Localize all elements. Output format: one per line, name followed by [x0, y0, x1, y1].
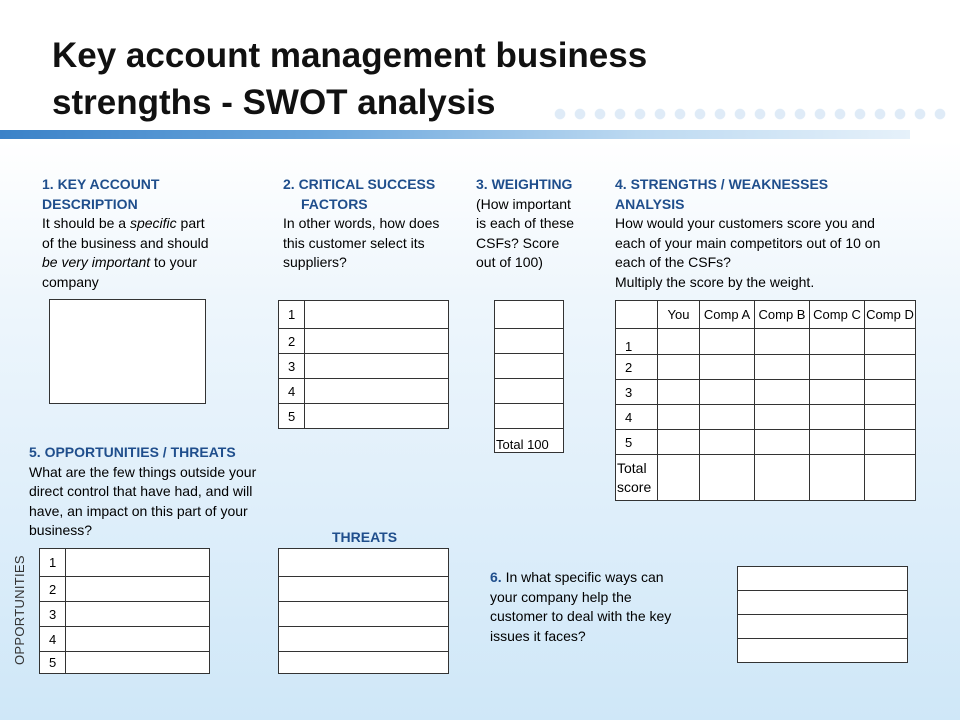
total-cell[interactable]	[658, 455, 700, 501]
table-row	[616, 455, 916, 501]
row-number: 5	[279, 404, 305, 429]
section-1-text-line-3	[42, 253, 272, 273]
threats-table	[278, 548, 449, 674]
section-6-text-line-1	[490, 568, 720, 588]
section-4-text-line-1: How would your customers score you and	[615, 215, 875, 231]
section-5-text-line-4: business?	[29, 522, 93, 538]
table-row	[495, 329, 564, 354]
table-row	[279, 627, 449, 652]
section-3-text-line-2: is each of these	[476, 215, 575, 231]
score-cell[interactable]	[658, 405, 700, 430]
section-1-heading-line-2: DESCRIPTION	[42, 195, 138, 212]
section-1-text-a: It should be a	[42, 215, 130, 231]
total-cell[interactable]	[865, 455, 916, 501]
help-cell[interactable]	[738, 591, 908, 615]
opportunity-cell[interactable]	[66, 627, 210, 652]
row-number: 3	[616, 380, 658, 405]
section-1-text-line-2: of the business and should	[42, 234, 209, 251]
score-cell[interactable]	[755, 430, 810, 455]
section-3-text-line-1: (How important	[476, 195, 571, 212]
score-cell[interactable]	[810, 380, 865, 405]
weight-cell[interactable]	[495, 354, 564, 379]
table-row	[738, 639, 908, 663]
score-cell[interactable]	[865, 430, 916, 455]
weighting-table	[494, 300, 564, 453]
threat-cell[interactable]	[279, 549, 449, 577]
section-1-text-c: to your	[150, 254, 197, 270]
opportunity-cell[interactable]	[66, 652, 210, 674]
table-row	[279, 549, 449, 577]
title-underline-bar	[0, 130, 910, 139]
column-header-comp-b: Comp B	[755, 301, 810, 329]
csf-table	[278, 300, 449, 429]
csf-cell[interactable]	[305, 404, 449, 429]
table-row	[40, 577, 210, 602]
section-help-customer	[490, 568, 720, 646]
total-score-label-line-2: score	[617, 478, 652, 495]
section-5-heading: 5. OPPORTUNITIES / THREATS	[29, 444, 236, 460]
section-key-account-description	[42, 175, 272, 292]
table-row	[616, 430, 916, 455]
score-cell[interactable]	[810, 329, 865, 355]
table-row	[738, 591, 908, 615]
row-number: 5	[40, 652, 66, 674]
section-critical-success-factors	[283, 175, 473, 273]
table-row	[495, 301, 564, 329]
row-number: 1	[616, 329, 658, 355]
column-header-comp-a: Comp A	[700, 301, 755, 329]
threat-cell[interactable]	[279, 627, 449, 652]
help-cell[interactable]	[738, 567, 908, 591]
section-4-heading-line-2: ANALYSIS	[615, 195, 685, 212]
section-5-text-line-3: have, an impact on this part of your	[29, 502, 248, 519]
score-cell[interactable]	[700, 380, 755, 405]
total-cell[interactable]	[755, 455, 810, 501]
threat-cell[interactable]	[279, 602, 449, 627]
score-cell[interactable]	[658, 430, 700, 455]
section-6-text-line-2: your company help the	[490, 588, 632, 605]
table-row	[279, 329, 449, 354]
section-6-text-line-3: customer to deal with the key	[490, 608, 672, 624]
score-cell[interactable]	[810, 405, 865, 430]
table-row	[616, 329, 916, 355]
total-score-label	[616, 455, 658, 501]
help-cell[interactable]	[738, 639, 908, 663]
section-1-text-line-4: company	[42, 273, 99, 290]
section-6-text-a: In what specific ways can	[501, 569, 664, 585]
score-cell[interactable]	[700, 430, 755, 455]
section-6-number: 6.	[490, 569, 502, 585]
table-row	[279, 301, 449, 329]
threat-cell[interactable]	[279, 652, 449, 674]
section-2-heading-line-2: FACTORS	[301, 195, 368, 212]
row-number: 4	[40, 627, 66, 652]
table-row	[279, 577, 449, 602]
table-row	[40, 602, 210, 627]
section-3-heading: 3. WEIGHTING	[476, 176, 573, 192]
opportunity-cell[interactable]	[66, 549, 210, 577]
corner-cell	[616, 301, 658, 329]
table-row	[616, 380, 916, 405]
score-cell[interactable]	[810, 430, 865, 455]
score-cell[interactable]	[755, 405, 810, 430]
row-number: 3	[40, 602, 66, 627]
section-5-text-line-1: What are the few things outside your	[29, 463, 257, 480]
table-row	[495, 354, 564, 379]
title-line-1: Key account management business	[52, 36, 648, 75]
opportunities-table	[39, 548, 210, 674]
table-row	[279, 379, 449, 404]
weighting-total: Total 100	[495, 429, 564, 453]
row-number: 2	[40, 577, 66, 602]
score-cell[interactable]	[755, 355, 810, 380]
score-cell[interactable]	[865, 355, 916, 380]
opportunity-cell[interactable]	[66, 577, 210, 602]
column-header-you: You	[658, 301, 700, 329]
opportunity-cell[interactable]	[66, 602, 210, 627]
score-cell[interactable]	[700, 329, 755, 355]
row-number: 3	[279, 354, 305, 379]
score-cell[interactable]	[658, 355, 700, 380]
section-2-text-line-2: this customer select its	[283, 234, 425, 251]
table-row	[279, 404, 449, 429]
table-row	[616, 405, 916, 430]
section-2-heading-line-1: 2. CRITICAL SUCCESS	[283, 176, 436, 192]
section-2-text-line-3: suppliers?	[283, 254, 347, 270]
weight-cell[interactable]	[495, 379, 564, 404]
table-row	[738, 567, 908, 591]
score-cell[interactable]	[700, 405, 755, 430]
title-dot-pattern	[550, 104, 950, 124]
weight-cell[interactable]	[495, 404, 564, 429]
total-cell[interactable]	[810, 455, 865, 501]
table-row	[279, 602, 449, 627]
table-row	[495, 429, 564, 453]
score-cell[interactable]	[658, 380, 700, 405]
opportunities-label: OPPORTUNITIES	[12, 555, 27, 665]
table-row	[279, 652, 449, 674]
row-number: 2	[279, 329, 305, 354]
threats-heading: THREATS	[332, 529, 398, 545]
section-3-text-line-4: out of 100)	[476, 254, 543, 270]
section-1-text-specific: specific	[129, 215, 177, 231]
row-number: 2	[616, 355, 658, 380]
table-row	[40, 627, 210, 652]
key-account-description-box[interactable]	[49, 299, 206, 404]
score-cell[interactable]	[810, 355, 865, 380]
table-row	[738, 615, 908, 639]
table-row	[495, 404, 564, 429]
score-cell[interactable]	[658, 329, 700, 355]
section-4-text-line-4: Multiply the score by the weight.	[615, 273, 815, 290]
section-4-text-line-2: each of your main competitors out of 10 on	[615, 234, 881, 251]
help-customer-table	[737, 566, 908, 663]
total-score-label-line-1: Total	[617, 459, 647, 476]
table-row	[279, 354, 449, 379]
csf-cell[interactable]	[305, 301, 449, 329]
threat-cell[interactable]	[279, 577, 449, 602]
section-5-text-line-2: direct control that have had, and will	[29, 483, 253, 499]
table-row	[40, 549, 210, 577]
score-cell[interactable]	[700, 355, 755, 380]
section-1-text-b: part	[176, 215, 205, 231]
table-header-row	[616, 301, 916, 329]
competitor-score-table	[615, 300, 916, 501]
score-cell[interactable]	[755, 329, 810, 355]
row-number: 5	[616, 430, 658, 455]
row-number: 4	[616, 405, 658, 430]
help-cell[interactable]	[738, 615, 908, 639]
section-strengths-weaknesses	[615, 175, 945, 292]
total-cell[interactable]	[700, 455, 755, 501]
score-cell[interactable]	[865, 380, 916, 405]
section-opportunities-threats	[29, 443, 299, 541]
section-1-heading-line-1: 1. KEY ACCOUNT	[42, 176, 160, 192]
section-1-text-important: be very important	[42, 254, 151, 270]
row-number: 4	[279, 379, 305, 404]
section-3-text-line-3: CSFs? Score	[476, 234, 560, 251]
csf-cell[interactable]	[305, 354, 449, 379]
section-6-text-line-4: issues it faces?	[490, 627, 586, 644]
section-weighting	[476, 175, 606, 273]
csf-cell[interactable]	[305, 329, 449, 354]
title-line-2: strengths - SWOT analysis	[52, 83, 496, 122]
section-1-text-line-1	[42, 214, 272, 234]
section-2-text-line-1: In other words, how does	[283, 215, 440, 231]
column-header-comp-d: Comp D	[865, 301, 916, 329]
weight-cell[interactable]	[495, 329, 564, 354]
score-cell[interactable]	[755, 380, 810, 405]
column-header-comp-c: Comp C	[810, 301, 865, 329]
section-4-text-line-3: each of the CSFs?	[615, 254, 731, 270]
score-cell[interactable]	[865, 329, 916, 355]
score-cell[interactable]	[865, 405, 916, 430]
row-number: 1	[40, 549, 66, 577]
csf-cell[interactable]	[305, 379, 449, 404]
table-row	[616, 355, 916, 380]
row-number: 1	[279, 301, 305, 329]
weight-cell[interactable]	[495, 301, 564, 329]
table-row	[40, 652, 210, 674]
section-4-heading-line-1: 4. STRENGTHS / WEAKNESSES	[615, 176, 829, 192]
table-row	[495, 379, 564, 404]
